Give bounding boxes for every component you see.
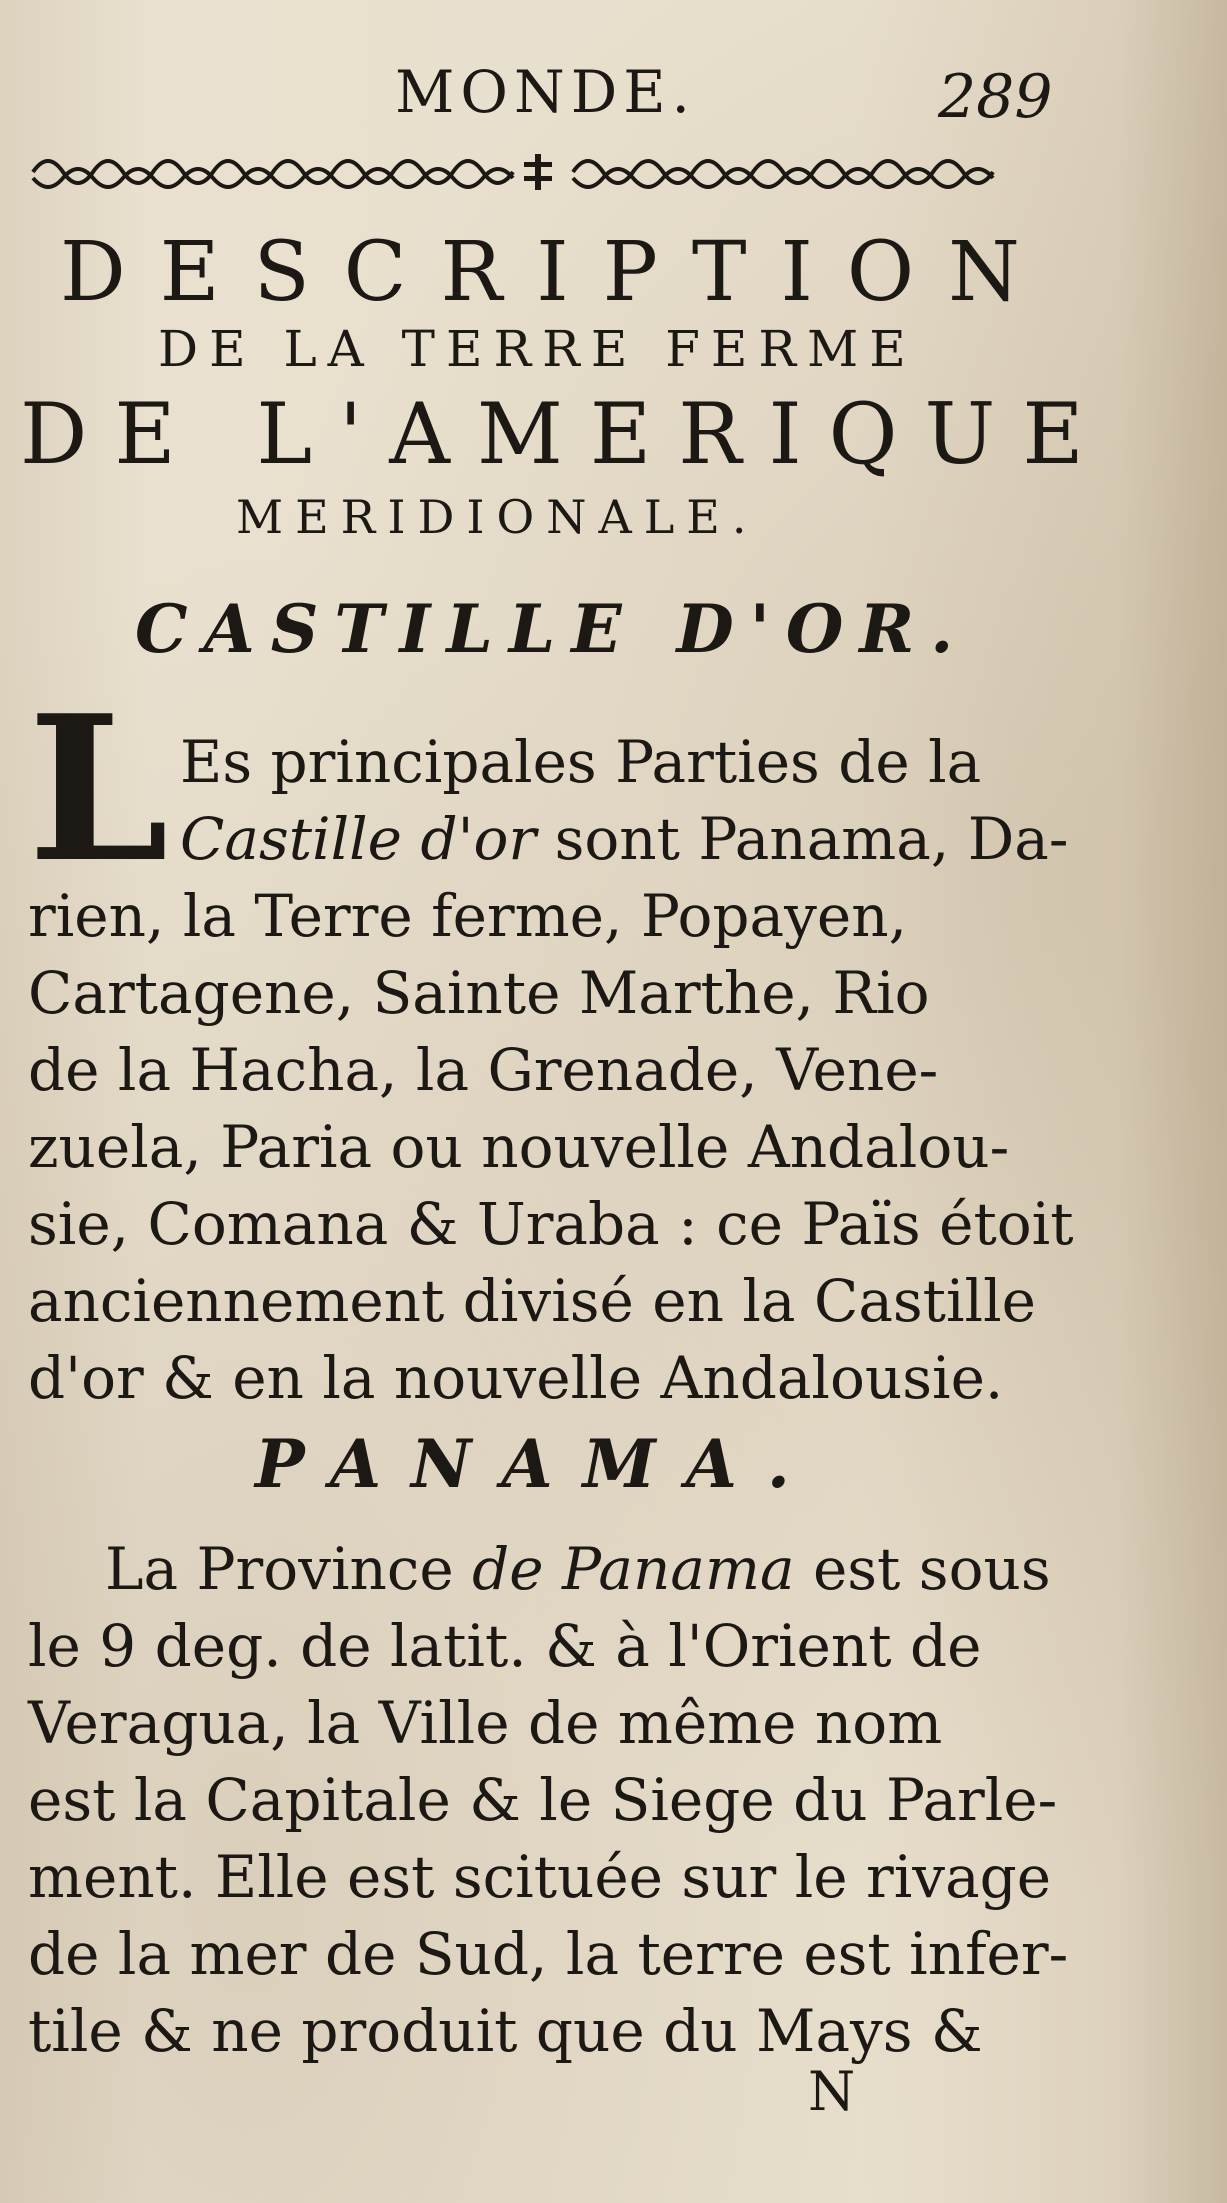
title-line-3: DE L'AMERIQUE xyxy=(20,385,1111,483)
paragraph-line xyxy=(180,805,1068,873)
page-number: 289 xyxy=(938,62,1053,132)
title-line-2: DE LA TERRE FERME xyxy=(158,320,917,378)
paragraph-line: rien, la Terre ferme, Popayen, xyxy=(28,882,908,950)
place-name-italic: Castille d'or xyxy=(180,805,537,873)
title-line-1: DESCRIPTION xyxy=(60,225,1054,320)
paragraph-line: ment. Elle est scituée sur le rivage xyxy=(28,1843,1052,1911)
place-name-italic: de Panama xyxy=(472,1535,795,1603)
paragraph-line: Cartagene, Sainte Marthe, Rio xyxy=(28,959,930,1027)
ornament-band xyxy=(28,148,1048,196)
paragraph-line: anciennement divisé en la Castille xyxy=(28,1267,1036,1335)
paragraph-line: Es principales Parties de la xyxy=(180,728,982,796)
text-run: est sous xyxy=(794,1535,1051,1603)
paragraph-line: tile & ne produit que du Mays & xyxy=(28,1997,983,2065)
paragraph-line: de la mer de Sud, la terre est infer- xyxy=(28,1920,1069,1988)
paragraph-line: zuela, Paria ou nouvelle Andalou- xyxy=(28,1113,1010,1181)
paragraph-line: Veragua, la Ville de même nom xyxy=(28,1689,943,1757)
title-line-4: MERIDIONALE. xyxy=(236,490,759,544)
text-run: La Province xyxy=(105,1535,473,1603)
section-heading-panama: PANAMA. xyxy=(255,1425,820,1503)
page-edge-shadow xyxy=(1117,0,1227,2203)
text-run: sont Panama, Da- xyxy=(536,805,1069,873)
paragraph-line: est la Capitale & le Siege du Parle- xyxy=(28,1766,1058,1834)
paragraph-line: le 9 deg. de latit. & à l'Orient de xyxy=(28,1612,982,1680)
paragraph-line xyxy=(105,1535,1051,1603)
drop-cap: L xyxy=(28,672,169,907)
section-heading-castille: CASTILLE D'OR. xyxy=(135,590,970,668)
paragraph-line: sie, Comana & Uraba : ce Païs étoit xyxy=(28,1190,1074,1258)
paragraph-line: d'or & en la nouvelle Andalousie. xyxy=(28,1344,1004,1412)
running-head: MONDE. xyxy=(395,58,696,126)
paragraph-line: de la Hacha, la Grenade, Vene- xyxy=(28,1036,939,1104)
catchword: N xyxy=(808,2060,856,2123)
